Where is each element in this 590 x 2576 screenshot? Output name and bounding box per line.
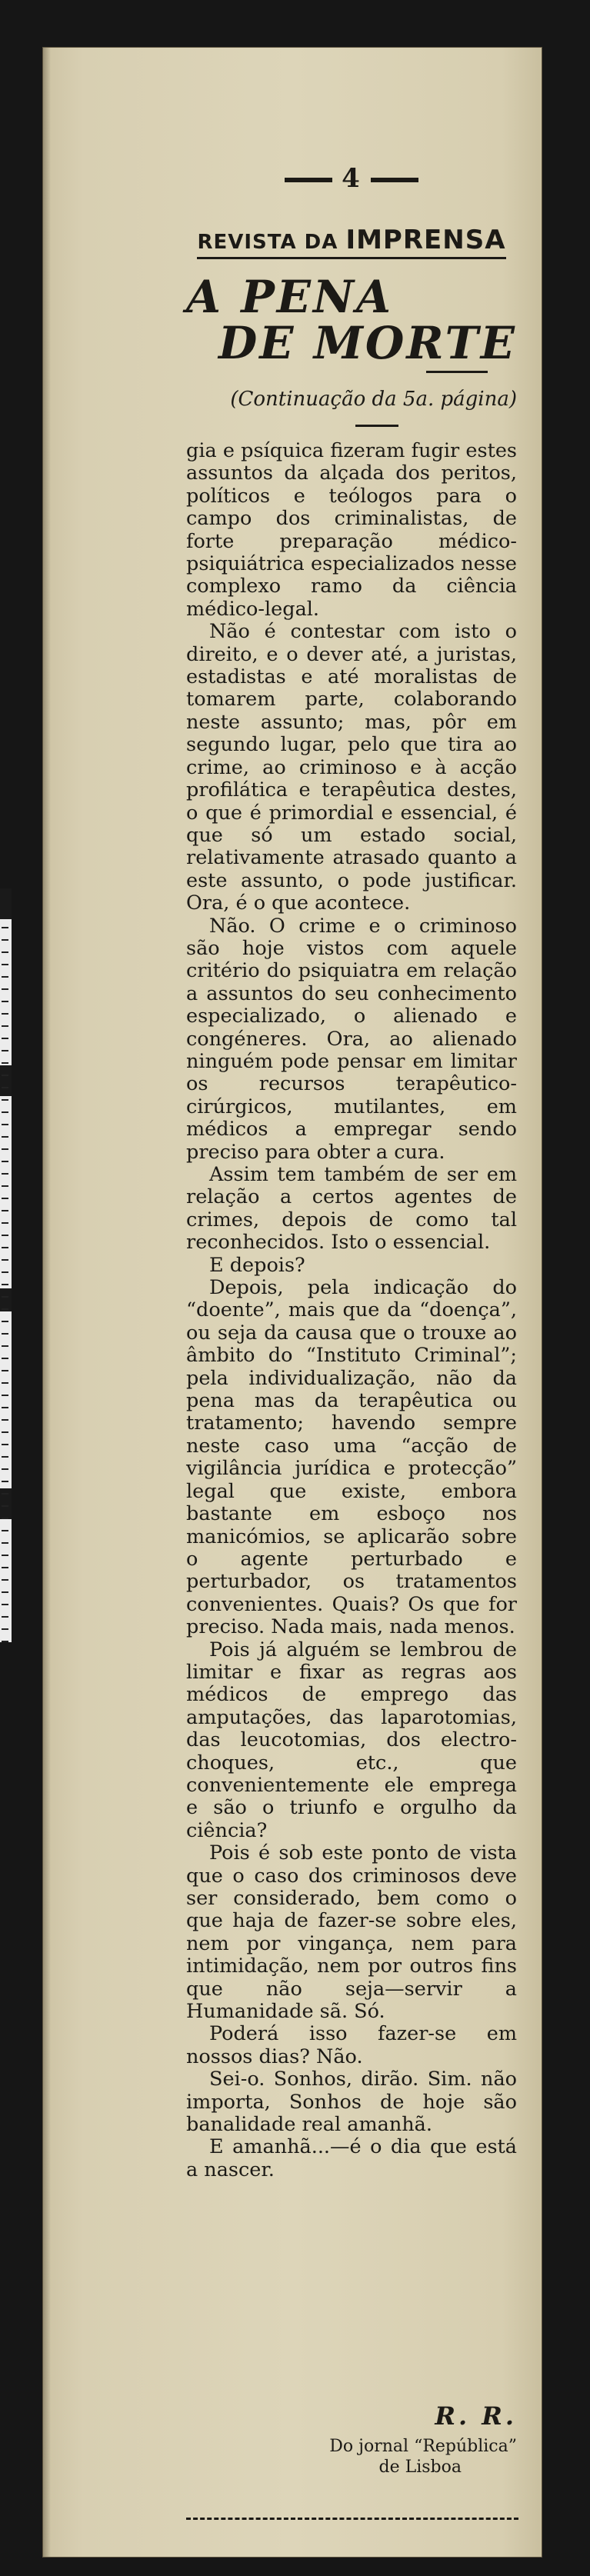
ruler-tick — [2, 951, 8, 953]
ruler-tick — [2, 1210, 8, 1211]
ruler-tick — [2, 1136, 8, 1138]
paragraph: Assim tem também de ser em relação a certos agentes de crimes, depois de como tal reconhecidos. Isto o essencial. — [186, 1163, 517, 1255]
section-heading-part2: IMPRENSA — [345, 225, 506, 255]
ruler-tick — [2, 1616, 8, 1618]
ruler-tick — [2, 1641, 8, 1642]
ruler-tick — [2, 939, 8, 941]
ruler-tick — [2, 1604, 8, 1605]
ruler-tick — [2, 1444, 8, 1445]
continuation-note: (Continuação da 5a. página) — [230, 388, 517, 411]
paragraph: E amanhã...—é o dia que está a nascer. — [186, 2135, 517, 2181]
ruler-tick — [2, 1235, 8, 1236]
section-heading-text — [197, 225, 505, 259]
ruler-tick — [2, 1198, 8, 1199]
ruler-tick — [2, 1025, 8, 1027]
paragraph: Pois é sob este ponto de vista que o caso dos criminosos deve ser considerado, bem como o que haja de fazer-se sobre eles, nem por vingança, nem para intimidação, nem por outros fins que não seja—servir a Humanidade sã. Só. — [186, 1841, 517, 2024]
paper-edge-shadow — [43, 48, 51, 2557]
source-line1: Do jornal “República” — [329, 2437, 517, 2456]
paragraph: Pois já alguém se lembrou de limitar e fixar as regras aos médicos de emprego das amputações, das laparotomias, das leucotomias, dos electro-choques, etc., que convenientemente ele emprega e são o triunfo e orgulho da ciência? — [186, 1638, 517, 1842]
page-number — [186, 163, 517, 194]
ruler-tick — [2, 1333, 8, 1335]
ruler-tick — [2, 1407, 8, 1408]
ruler-tick — [2, 1345, 8, 1347]
ruler-tick — [2, 1001, 8, 1002]
article-title-line2: DE MORTE — [218, 317, 517, 369]
ruler-tick — [2, 1013, 8, 1015]
ruler-block — [0, 888, 12, 919]
paragraph: Não. O crime e o criminoso são hoje vistos com aquele critério do psiquiatra em relação a assuntos do seu conhecimento especializado, o alienado e congéneres. Ora, ao alienado ninguém pode pensar em limitar os recursos terapêutico-cirúrgicos, mutilantes, em médicos a empregar sendo preciso para obter a cura. — [186, 914, 517, 1164]
ruler-tick — [2, 1111, 8, 1113]
ruler-tick — [2, 1518, 8, 1519]
ruler-tick — [2, 1358, 8, 1359]
ruler-tick — [2, 1062, 8, 1064]
ruler-tick — [2, 1555, 8, 1556]
author-signature: R. R. — [435, 2401, 517, 2431]
ruler-tick — [2, 1075, 8, 1076]
ruler-tick — [2, 1591, 8, 1593]
divider-rule — [355, 425, 398, 427]
ruler-tick — [2, 1468, 8, 1470]
ruler-tick — [2, 1284, 8, 1285]
page-number-value: 4 — [342, 163, 362, 194]
ruler-tick — [2, 1321, 8, 1322]
ruler-tick — [2, 1505, 8, 1507]
scale-ruler — [0, 888, 12, 1642]
ruler-tick — [2, 1567, 8, 1568]
ruler-tick — [2, 1099, 8, 1101]
page-number-dash — [285, 178, 332, 182]
ruler-tick — [2, 1222, 8, 1224]
ruler-tick — [2, 1579, 8, 1581]
ruler-tick — [2, 1038, 8, 1039]
section-heading-part1: REVISTA DA — [197, 231, 346, 254]
ruler-tick — [2, 1173, 8, 1175]
ruler-tick — [2, 1087, 8, 1088]
ruler-tick — [2, 1259, 8, 1261]
article-body — [186, 440, 517, 2181]
ruler-tick — [2, 1542, 8, 1544]
page-number-dash — [371, 178, 418, 182]
article-title-line1: A PENA — [186, 271, 394, 323]
source-credit — [186, 2436, 517, 2478]
ruler-tick — [2, 1431, 8, 1433]
ruler-tick — [2, 988, 8, 990]
paragraph: Não é contestar com isto o direito, e o dever até, a juristas, estadistas e até moralistas de tomarem parte, colaborando neste assunto; mas, pôr em segundo lugar, pelo que tira ao crime, ao criminoso e à acção profilática e terapêutica destes, o que é primordial e essencial, é que só um estado social, relativamente atrasado quanto a este assunto, o pode justificar. Ora, é o que acontece. — [186, 620, 517, 915]
paragraph: Poderá isso fazer-se em nossos dias? Não. — [186, 2022, 517, 2068]
ruler-tick — [2, 1050, 8, 1051]
ruler-block — [0, 1065, 12, 1096]
paragraph: E depois? — [209, 1253, 305, 1277]
ruler-tick — [2, 1247, 8, 1248]
ruler-tick — [2, 1628, 8, 1630]
ruler-tick — [2, 1161, 8, 1162]
ruler-tick — [2, 1148, 8, 1150]
ruler-tick — [2, 1456, 8, 1458]
paragraph: Sei-o. Sonhos, dirão. Sim. não importa, Sonhos de hoje são banalidade real amanhã. — [186, 2068, 517, 2137]
title-rule — [426, 371, 488, 373]
ruler-tick — [2, 1481, 8, 1482]
ruler-tick — [2, 1308, 8, 1310]
ruler-tick — [2, 1493, 8, 1495]
ruler-tick — [2, 1530, 8, 1531]
ruler-tick — [2, 1382, 8, 1384]
ruler-tick — [2, 1370, 8, 1371]
ruler-tick — [2, 1124, 8, 1125]
ruler-tick — [2, 976, 8, 978]
section-heading — [186, 225, 517, 255]
paragraph: gia e psíquica fizeram fugir estes assuntos da alçada dos peritos, políticos e teólogos para o campo dos criminalistas, de forte preparação médico-psiquiátrica especializados nesse complexo ramo da ciência médico-legal. — [186, 439, 517, 621]
ruler-tick — [2, 964, 8, 965]
ruler-tick — [2, 1271, 8, 1273]
ruler-tick — [2, 1185, 8, 1187]
ruler-tick — [2, 927, 8, 928]
bottom-divider — [186, 2518, 518, 2520]
source-line2: de Lisboa — [378, 2458, 462, 2477]
ruler-tick — [2, 1296, 8, 1298]
paragraph: Depois, pela indicação do “doente”, mais que da “doença”, ou seja da causa que o trouxe ao âmbito do “Instituto Criminal”; pela individualização, não da pena mas da terapêutica ou tratamento; havendo sempre neste caso uma “acção de vigilância jurídica e protecção” legal que existe, embora bastante em esboço nos manicómios, se aplicarão sobre o agente perturbado e perturbador, os tratamentos convenientes. Quais? Os que for preciso. Nada mais, nada menos. — [186, 1276, 517, 1639]
ruler-tick — [2, 1395, 8, 1396]
ruler-tick — [2, 1419, 8, 1421]
